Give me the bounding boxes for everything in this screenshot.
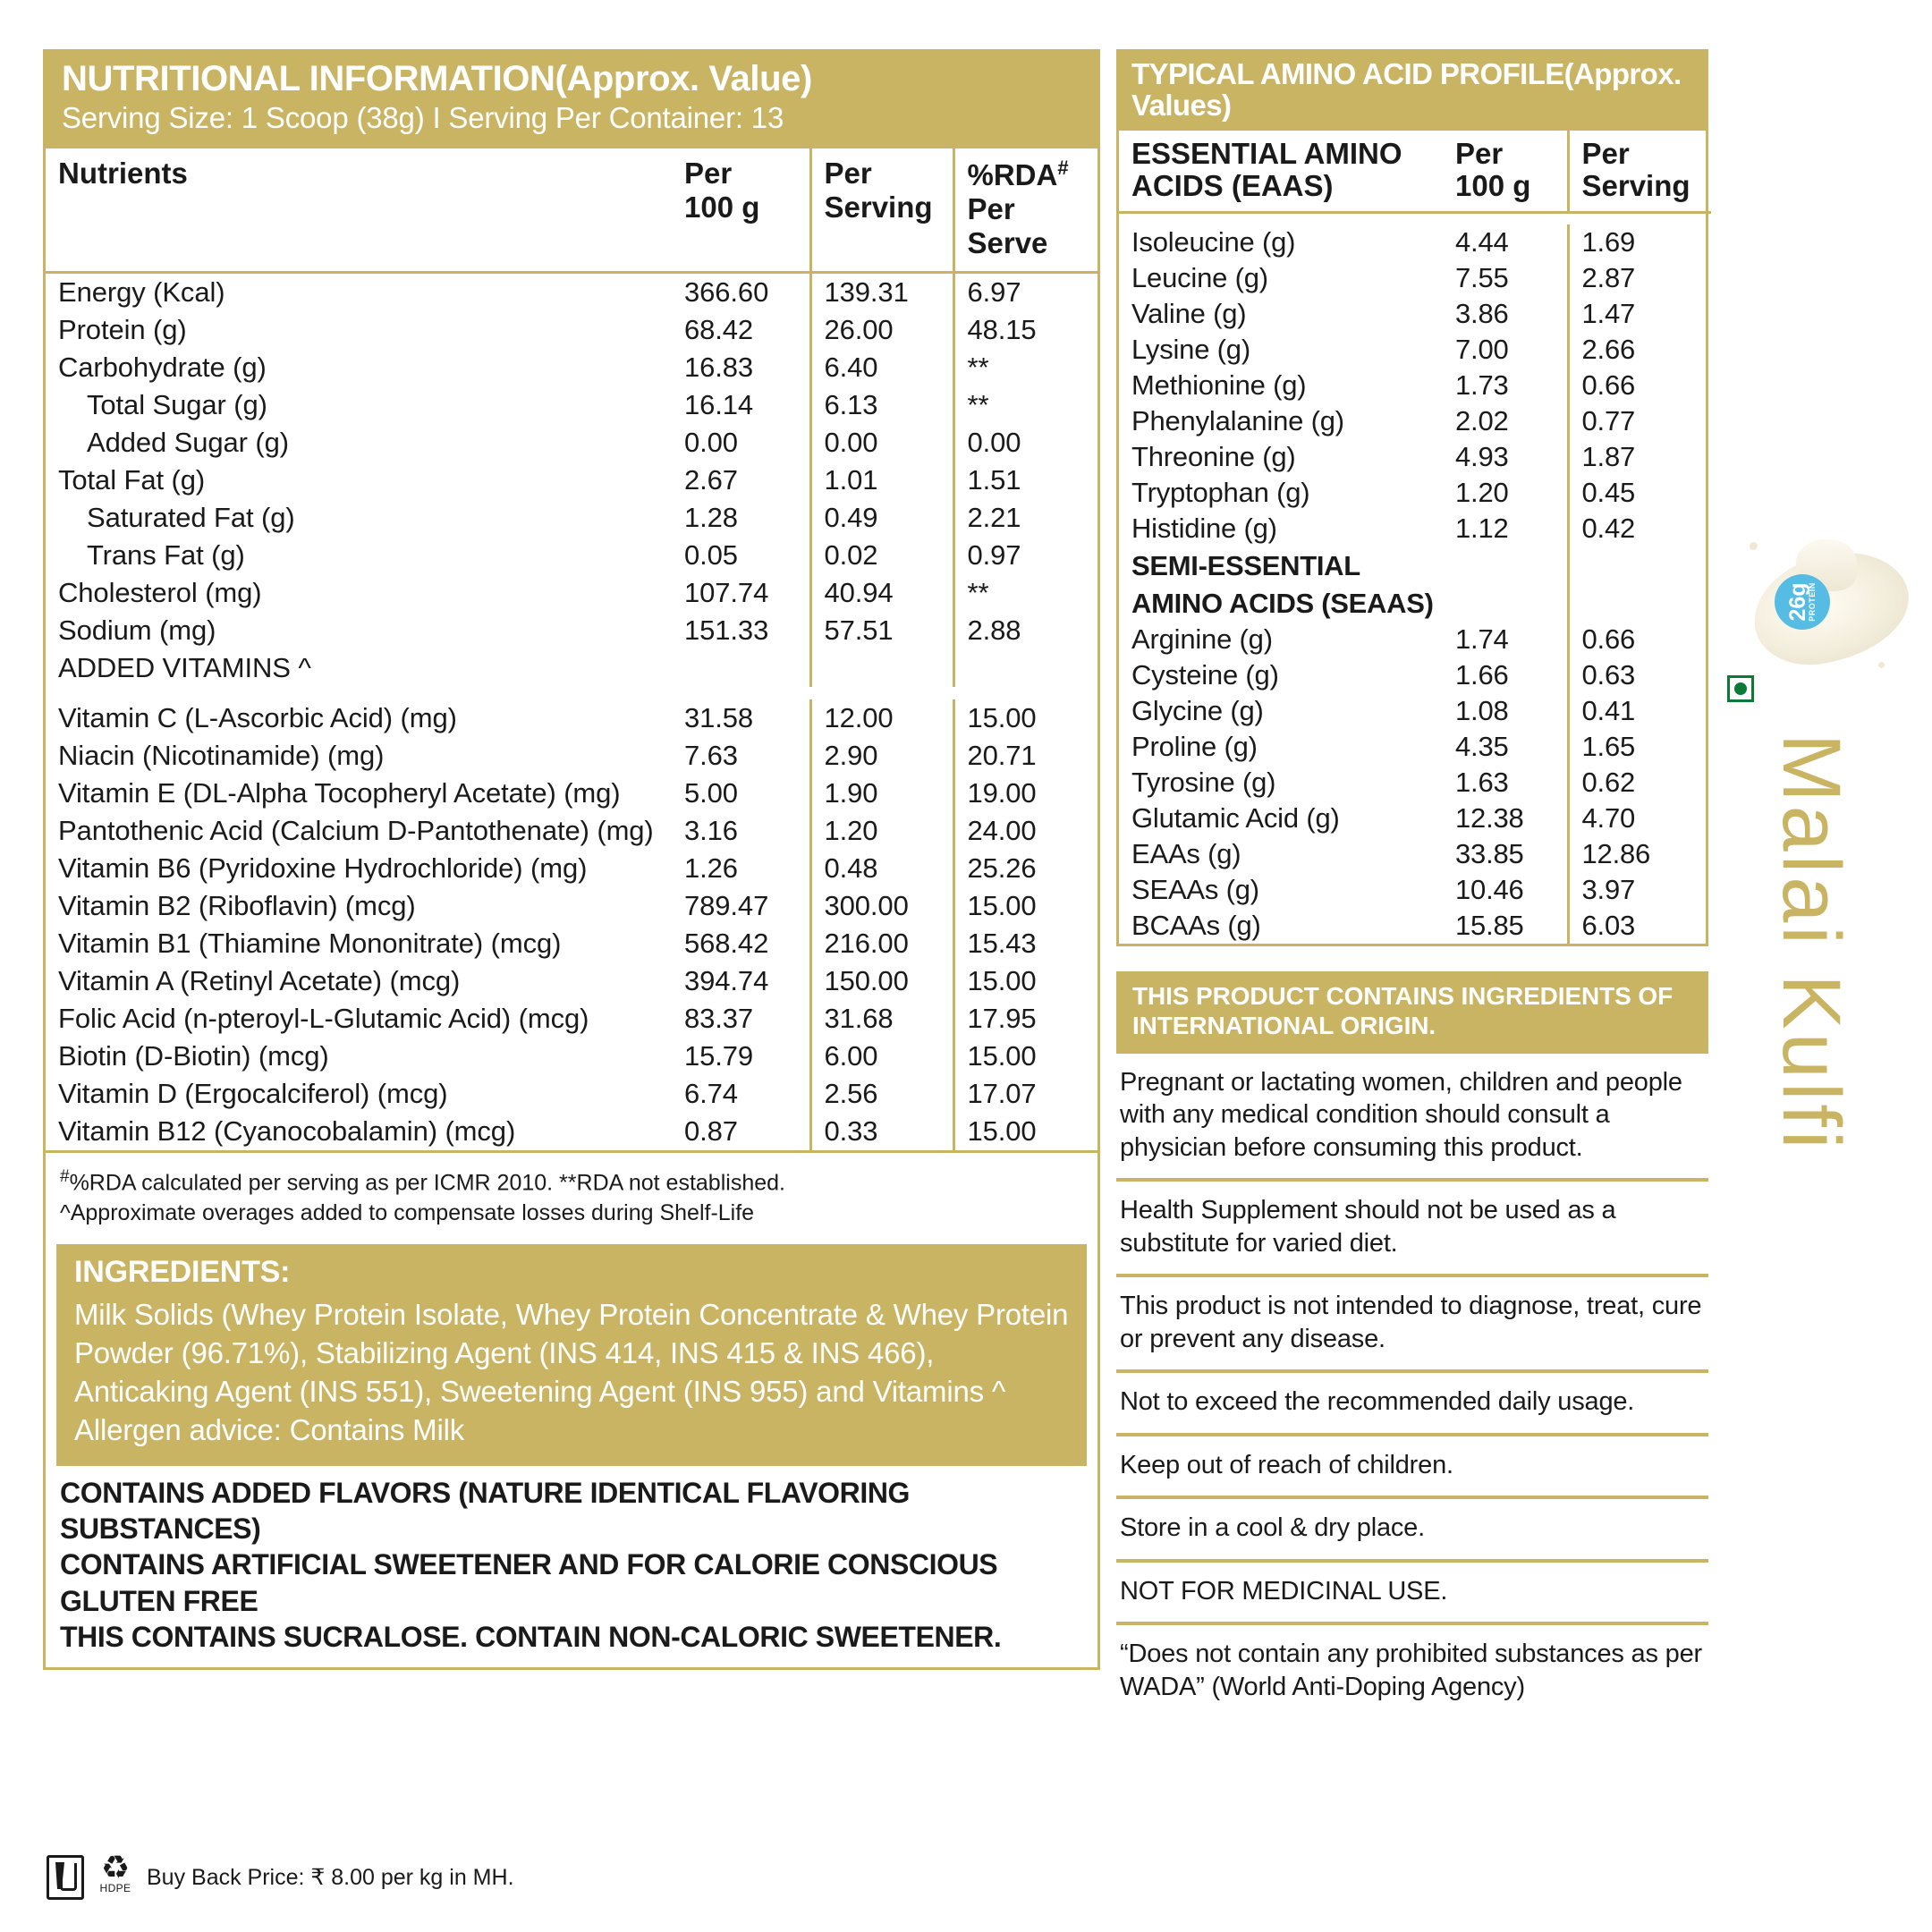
value-per-100g: 1.28 <box>684 501 738 533</box>
value-per-100g: 7.00 <box>1455 333 1509 365</box>
value-per-serving: 2.66 <box>1568 332 1711 368</box>
value-per-100g: 4.35 <box>1455 730 1509 762</box>
nutrient-name: Trans Fat (g) <box>87 538 245 571</box>
value-per-serving: 4.70 <box>1568 801 1711 836</box>
value-rda: 1.51 <box>953 462 1097 499</box>
value-per-100g: 6.74 <box>684 1077 738 1109</box>
table-row <box>46 386 1097 424</box>
value-per-100g: 1.73 <box>1455 369 1509 401</box>
value-rda: 24.00 <box>953 812 1097 850</box>
value-per-serving: 0.33 <box>810 1113 953 1150</box>
value-per-100g: 2.67 <box>684 463 738 496</box>
table-row <box>1119 368 1711 403</box>
nutrient-name: Carbohydrate (g) <box>58 351 267 383</box>
value-per-100g: 0.00 <box>684 426 738 458</box>
value-per-100g: 0.05 <box>684 538 738 571</box>
amino-name: Glutamic Acid (g) <box>1131 801 1340 834</box>
table-row <box>1119 475 1711 511</box>
value-rda: ** <box>953 574 1097 612</box>
value-per-serving: 2.87 <box>1568 260 1711 296</box>
nutrient-name: Saturated Fat (g) <box>87 501 295 533</box>
value-per-100g: 3.16 <box>684 814 738 846</box>
value-per-serving: 0.49 <box>810 499 953 537</box>
nutrient-name: Total Sugar (g) <box>87 388 267 420</box>
value-per-100g: 2.02 <box>1455 404 1509 436</box>
amino-name: Lysine (g) <box>1131 333 1250 365</box>
amino-name: Leucine (g) <box>1131 261 1268 293</box>
value-per-serving: 6.03 <box>1568 908 1711 944</box>
amino-name: Cysteine (g) <box>1131 658 1279 691</box>
badge-value: 26g <box>1784 582 1810 622</box>
value-per-serving: 12.00 <box>810 699 953 737</box>
value-per-100g: 7.55 <box>1455 261 1509 293</box>
nutrient-name: ADDED VITAMINS ^ <box>58 651 311 683</box>
value-per-100g: 1.26 <box>684 852 738 884</box>
nutrient-name: Total Fat (g) <box>58 463 206 496</box>
nutrient-name: Biotin (D-Biotin) (mcg) <box>58 1039 329 1072</box>
value-per-serving: 3.97 <box>1568 872 1711 908</box>
value-rda: 17.95 <box>953 1000 1097 1038</box>
table-row <box>46 1113 1097 1150</box>
value-per-100g: 1.74 <box>1455 623 1509 655</box>
value-per-serving: 300.00 <box>810 887 953 925</box>
nutrient-name: Vitamin A (Retinyl Acetate) (mcg) <box>58 964 461 996</box>
table-row <box>1119 225 1711 260</box>
table-row <box>1119 693 1711 729</box>
col-eaas: ESSENTIAL AMINO ACIDS (EAAS) <box>1119 131 1443 212</box>
value-rda: 15.00 <box>953 1113 1097 1150</box>
value-per-100g: 151.33 <box>684 614 769 646</box>
nutrient-name: Sodium (mg) <box>58 614 216 646</box>
badge-label: PROTEIN <box>1808 582 1818 622</box>
value-per-serving: 0.41 <box>1568 693 1711 729</box>
value-per-100g: 394.74 <box>684 964 769 996</box>
value-per-100g <box>1443 547 1568 584</box>
table-row <box>46 1038 1097 1075</box>
value-per-serving: 6.40 <box>810 349 953 386</box>
nutrient-name: Energy (Kcal) <box>58 275 225 308</box>
dispose-in-bin-icon <box>47 1855 84 1900</box>
table-spacer <box>46 687 1097 699</box>
col-nutrients: Nutrients <box>46 148 672 273</box>
value-per-serving: 31.68 <box>810 1000 953 1038</box>
value-per-serving: 1.90 <box>810 775 953 812</box>
ingredients-text: Milk Solids (Whey Protein Isolate, Whey Protein Concentrate & Whey Protein Powder (96.71%), Stabilizing Agent (INS 414, INS 415 & INS 466), Anticaking Agent (INS 551), Sweetening Agent (INS 955) and Vitamins ^ Allergen advice: Contains Milk <box>74 1298 1069 1446</box>
value-per-100g <box>672 649 810 687</box>
table-row <box>1119 801 1711 836</box>
value-per-100g: 16.83 <box>684 351 754 383</box>
disclaimer-text: Pregnant or lactating women, children and people with any medical condition should consult a physician before consuming this product. <box>1120 1067 1682 1162</box>
value-per-100g: 15.79 <box>684 1039 754 1072</box>
nutrient-name: Niacin (Nicotinamide) (mg) <box>58 739 385 771</box>
table-row <box>1119 657 1711 693</box>
value-per-serving: 0.42 <box>1568 511 1711 547</box>
nutrient-name: Folic Acid (n-pteroyl-L-Glutamic Acid) (mcg) <box>58 1002 589 1034</box>
statement-line: CONTAINS ADDED FLAVORS (NATURE IDENTICAL FLAVORING SUBSTANCES) <box>60 1476 911 1545</box>
table-row <box>46 349 1097 386</box>
kulfi-splash-image <box>1744 528 1923 698</box>
table-row <box>46 311 1097 349</box>
table-row <box>1119 332 1711 368</box>
disclaimer-text: This product is not intended to diagnose, treat, cure or prevent any disease. <box>1116 1274 1708 1369</box>
value-per-100g: 568.42 <box>684 927 769 959</box>
disclaimer-text: NOT FOR MEDICINAL USE. <box>1116 1559 1708 1623</box>
value-per-100g: 16.14 <box>684 388 754 420</box>
table-row <box>46 424 1097 462</box>
table-row <box>46 537 1097 574</box>
ingredients-title: INGREDIENTS: <box>74 1255 291 1290</box>
amino-name: Methionine (g) <box>1131 369 1307 401</box>
value-per-serving: 1.87 <box>1568 439 1711 475</box>
value-per-100g: 4.93 <box>1455 440 1509 472</box>
table-row <box>1119 260 1711 296</box>
amino-name: BCAAs (g) <box>1131 909 1261 941</box>
amino-name: Tryptophan (g) <box>1131 476 1310 508</box>
value-rda: 0.00 <box>953 424 1097 462</box>
value-per-100g: 1.12 <box>1455 512 1509 544</box>
amino-section-heading: AMINO ACIDS (SEAAS) <box>1131 587 1434 619</box>
value-per-100g: 0.87 <box>684 1114 738 1147</box>
nutrient-name: Vitamin B1 (Thiamine Mononitrate) (mcg) <box>58 927 562 959</box>
value-per-serving: 12.86 <box>1568 836 1711 872</box>
right-column <box>1116 49 1708 1718</box>
nutrition-notes <box>46 1150 1097 1237</box>
value-per-100g: 1.20 <box>1455 476 1509 508</box>
value-per-serving: 0.66 <box>1568 622 1711 657</box>
col-amino-per-serving: Per Serving <box>1568 131 1711 212</box>
nutrition-panel <box>43 49 1100 1670</box>
value-per-100g: 12.38 <box>1455 801 1524 834</box>
table-row <box>46 699 1097 737</box>
amino-name: SEAAs (g) <box>1131 873 1259 905</box>
nutrition-table <box>46 148 1097 1150</box>
value-per-serving: 0.02 <box>810 537 953 574</box>
value-per-100g: 83.37 <box>684 1002 754 1034</box>
value-rda <box>953 649 1097 687</box>
origin-notice: THIS PRODUCT CONTAINS INGREDIENTS OF INTERNATIONAL ORIGIN. <box>1116 971 1708 1054</box>
note-rda: #%RDA calculated per serving as per ICMR 2010. **RDA not established. <box>60 1166 785 1196</box>
statement-line: CONTAINS ARTIFICIAL SWEETENER AND FOR CALORIE CONSCIOUS <box>60 1548 998 1581</box>
value-per-serving: 2.90 <box>810 737 953 775</box>
table-row <box>1119 836 1711 872</box>
table-row <box>46 612 1097 649</box>
value-rda: 0.97 <box>953 537 1097 574</box>
value-per-serving: 6.00 <box>810 1038 953 1075</box>
table-row <box>1119 511 1711 547</box>
footer-row <box>47 1849 1120 1902</box>
nutrient-name: Vitamin B12 (Cyanocobalamin) (mcg) <box>58 1114 516 1147</box>
product-statements <box>46 1466 1097 1668</box>
value-per-serving <box>810 649 953 687</box>
amino-name: Glycine (g) <box>1131 694 1264 726</box>
nutrient-name: Cholesterol (mg) <box>58 576 262 608</box>
disclaimer-text: Store in a cool & dry place. <box>1116 1496 1708 1559</box>
amino-header <box>1119 52 1706 131</box>
table-row <box>46 462 1097 499</box>
value-per-100g: 1.66 <box>1455 658 1509 691</box>
table-row <box>46 499 1097 537</box>
value-per-100g: 4.44 <box>1455 225 1509 258</box>
table-row <box>46 775 1097 812</box>
value-per-serving <box>1568 584 1711 622</box>
nutrient-name: Vitamin C (L-Ascorbic Acid) (mg) <box>58 701 457 733</box>
nutrient-name: Added Sugar (g) <box>87 426 289 458</box>
value-rda: 6.97 <box>953 272 1097 311</box>
value-rda: 25.26 <box>953 850 1097 887</box>
nutrient-name: Vitamin D (Ergocalciferol) (mcg) <box>58 1077 448 1109</box>
value-per-serving: 6.13 <box>810 386 953 424</box>
value-per-serving: 1.47 <box>1568 296 1711 332</box>
buy-back-price: Buy Back Price: ₹ 8.00 per kg in MH. <box>147 1865 514 1890</box>
value-per-100g <box>1443 584 1568 622</box>
amino-name: Phenylalanine (g) <box>1131 404 1344 436</box>
table-row <box>1119 908 1711 944</box>
value-per-serving: 26.00 <box>810 311 953 349</box>
value-rda: 15.00 <box>953 699 1097 737</box>
value-rda: 15.00 <box>953 962 1097 1000</box>
value-per-100g: 789.47 <box>684 889 769 921</box>
value-per-100g: 33.85 <box>1455 837 1524 869</box>
nutrition-header <box>46 52 1097 148</box>
value-rda: ** <box>953 386 1097 424</box>
col-per-100g: Per 100 g <box>672 148 810 273</box>
table-row <box>1119 439 1711 475</box>
table-row <box>46 925 1097 962</box>
protein-badge <box>1775 574 1830 630</box>
table-row <box>46 850 1097 887</box>
value-per-serving: 150.00 <box>810 962 953 1000</box>
value-per-serving: 0.62 <box>1568 765 1711 801</box>
amino-name: Threonine (g) <box>1131 440 1296 472</box>
amino-section-heading: SEMI-ESSENTIAL <box>1131 549 1360 581</box>
col-per-serving: Per Serving <box>810 148 953 273</box>
value-rda: 15.00 <box>953 887 1097 925</box>
value-per-serving: 1.20 <box>810 812 953 850</box>
table-row <box>46 574 1097 612</box>
value-per-serving: 0.45 <box>1568 475 1711 511</box>
col-amino-per-100g: Per 100 g <box>1443 131 1568 212</box>
amino-name: Proline (g) <box>1131 730 1258 762</box>
disclaimer-text: Health Supplement should not be used as a substitute for varied diet. <box>1116 1178 1708 1274</box>
value-per-100g: 1.63 <box>1455 766 1509 798</box>
table-row <box>1119 872 1711 908</box>
amino-name: Histidine (g) <box>1131 512 1277 544</box>
table-row <box>1119 729 1711 765</box>
nutrient-name: Vitamin B6 (Pyridoxine Hydrochloride) (mg) <box>58 852 588 884</box>
disclaimer-text: “Does not contain any prohibited substances as per WADA” (World Anti-Doping Agency) <box>1116 1622 1708 1717</box>
value-per-serving <box>1568 547 1711 584</box>
statement-line: GLUTEN FREE <box>60 1584 258 1617</box>
value-per-100g: 15.85 <box>1455 909 1524 941</box>
serving-info: Serving Size: 1 Scoop (38g) I Serving Per Container: 13 <box>62 100 784 134</box>
value-rda: ** <box>953 349 1097 386</box>
value-per-100g: 7.63 <box>684 739 738 771</box>
table-row <box>46 962 1097 1000</box>
table-row <box>1119 622 1711 657</box>
value-rda: 2.21 <box>953 499 1097 537</box>
amino-name: Valine (g) <box>1131 297 1247 329</box>
amino-title: TYPICAL AMINO ACID PROFILE(Approx. Values) <box>1131 57 1682 122</box>
table-row <box>46 272 1097 311</box>
ingredients-block <box>56 1244 1087 1466</box>
nutrition-title: NUTRITIONAL INFORMATION(Approx. Value) <box>62 59 812 98</box>
statement-line: THIS CONTAINS SUCRALOSE. CONTAIN NON-CALORIC SWEETENER. <box>60 1620 1002 1653</box>
table-row <box>1119 547 1711 584</box>
value-per-serving: 1.65 <box>1568 729 1711 765</box>
amino-name: Isoleucine (g) <box>1131 225 1296 258</box>
value-per-serving: 216.00 <box>810 925 953 962</box>
value-per-serving: 0.48 <box>810 850 953 887</box>
table-row <box>46 812 1097 850</box>
value-rda: 15.00 <box>953 1038 1097 1075</box>
hdpe-label: HDPE <box>99 1882 131 1895</box>
flavor-name-vertical: Malai Kulfi <box>1766 733 1857 1153</box>
value-per-100g: 68.42 <box>684 313 754 345</box>
table-row <box>1119 296 1711 332</box>
table-row <box>46 887 1097 925</box>
disclaimer-text: Keep out of reach of children. <box>1116 1433 1708 1496</box>
amino-table-header-row <box>1119 131 1711 212</box>
vegetarian-mark-icon <box>1727 675 1754 702</box>
table-row <box>1119 584 1711 622</box>
value-rda: 48.15 <box>953 311 1097 349</box>
value-per-100g: 3.86 <box>1455 297 1509 329</box>
value-per-100g: 5.00 <box>684 776 738 809</box>
value-rda: 15.43 <box>953 925 1097 962</box>
table-row <box>46 737 1097 775</box>
amino-acid-panel <box>1116 49 1708 946</box>
value-per-100g: 10.46 <box>1455 873 1524 905</box>
nutrient-name: Vitamin E (DL-Alpha Tocopheryl Acetate) (mg) <box>58 776 621 809</box>
disclaimer-list <box>1116 1054 1708 1718</box>
amino-name: EAAs (g) <box>1131 837 1241 869</box>
recycle-hdpe-icon: ♻ HDPE <box>99 1849 131 1895</box>
table-row <box>46 1075 1097 1113</box>
table-row <box>1119 403 1711 439</box>
amino-name: Arginine (g) <box>1131 623 1273 655</box>
value-per-serving: 0.66 <box>1568 368 1711 403</box>
amino-table <box>1119 131 1711 943</box>
value-rda: 2.88 <box>953 612 1097 649</box>
value-per-serving: 57.51 <box>810 612 953 649</box>
col-rda: %RDA# Per Serve <box>953 148 1097 273</box>
nutrient-name: Protein (g) <box>58 313 187 345</box>
table-spacer <box>1119 212 1711 225</box>
value-per-100g: 1.08 <box>1455 694 1509 726</box>
amino-name: Tyrosine (g) <box>1131 766 1276 798</box>
value-per-serving: 0.77 <box>1568 403 1711 439</box>
value-per-serving: 1.01 <box>810 462 953 499</box>
value-per-serving: 40.94 <box>810 574 953 612</box>
value-per-serving: 2.56 <box>810 1075 953 1113</box>
value-per-100g: 31.58 <box>684 701 754 733</box>
value-per-serving: 0.00 <box>810 424 953 462</box>
value-per-serving: 0.63 <box>1568 657 1711 693</box>
table-row <box>1119 765 1711 801</box>
table-row <box>46 649 1097 687</box>
value-per-100g: 107.74 <box>684 576 769 608</box>
value-per-100g: 366.60 <box>684 275 769 308</box>
value-per-serving: 139.31 <box>810 272 953 311</box>
note-overages: ^Approximate overages added to compensate losses during Shelf-Life <box>60 1200 755 1226</box>
value-rda: 19.00 <box>953 775 1097 812</box>
nutrient-name: Pantothenic Acid (Calcium D-Pantothenate) (mg) <box>58 814 654 846</box>
value-rda: 20.71 <box>953 737 1097 775</box>
value-rda: 17.07 <box>953 1075 1097 1113</box>
disclaimer-text: Not to exceed the recommended daily usage. <box>1116 1369 1708 1433</box>
table-row <box>46 1000 1097 1038</box>
nutrient-name: Vitamin B2 (Riboflavin) (mcg) <box>58 889 416 921</box>
value-per-serving: 1.69 <box>1568 225 1711 260</box>
nutrition-table-header-row <box>46 148 1097 273</box>
